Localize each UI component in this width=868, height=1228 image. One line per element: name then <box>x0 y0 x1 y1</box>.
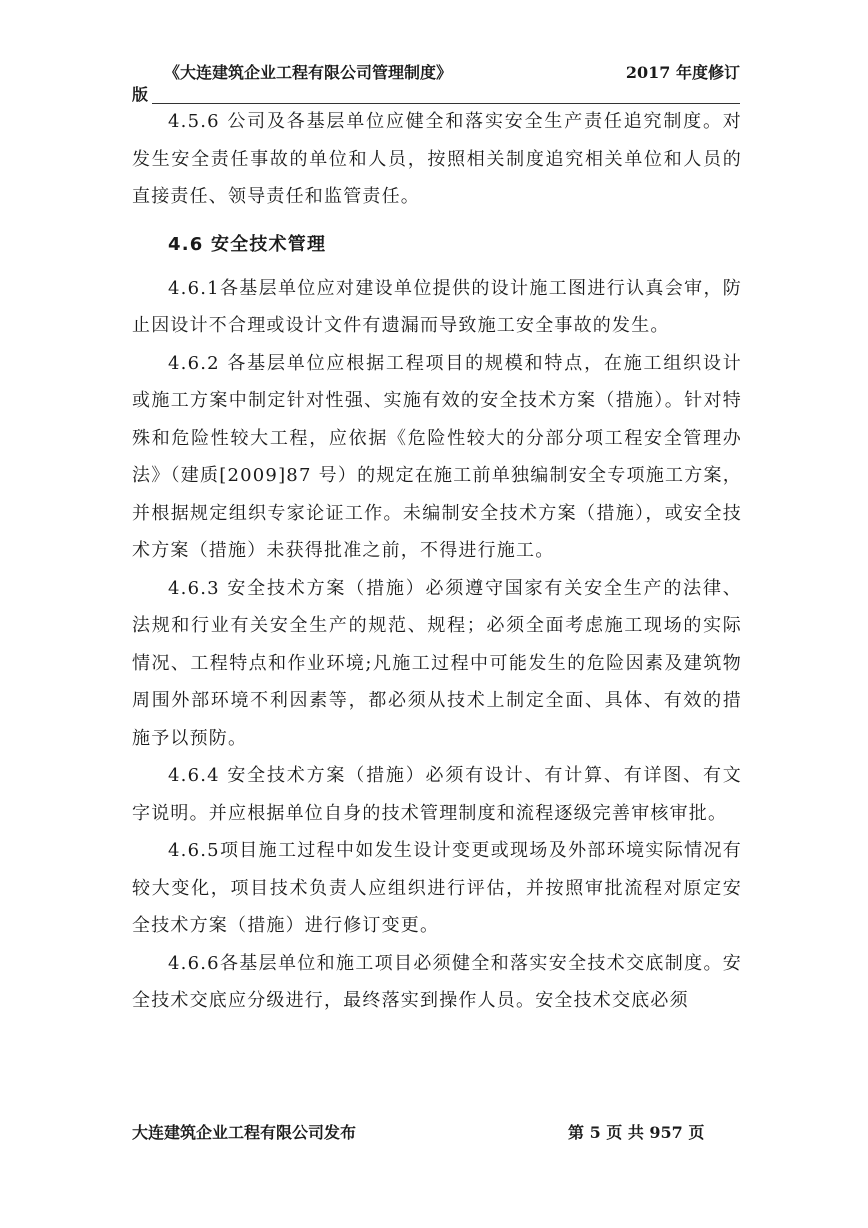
footer-publisher: 大连建筑企业工程有限公司发布 <box>132 1123 357 1142</box>
header-title: 《大连建筑企业工程有限公司管理制度》 <box>164 63 453 82</box>
paragraph-4-6-5: 4.6.5项目施工过程中如发生设计变更或现场及外部环境实际情况有较大变化，项目技术负责人应组织进行评估，并按照审批流程对原定安全技术方案（措施）进行修订变更。 <box>132 840 742 936</box>
paragraph-4-6-3: 4.6.3 安全技术方案（措施）必须遵守国家有关安全生产的法律、法规和行业有关安全生产的规范、规程；必须全面考虑施工现场的实际情况、工程特点和作业环境;凡施工过程中可能发生的危险因素及建筑物周围外部环境不利因素等，都必须从技术上制定全面、具体、有效的措施予以预防。 <box>132 577 742 749</box>
paragraph-4-5-6: 4.5.6 公司及各基层单位应健全和落实安全生产责任追究制度。对发生安全责任事故的单位和人员，按照相关制度追究相关单位和人员的直接责任、领导责任和监管责任。 <box>132 111 742 207</box>
header-version-wrap: 版 <box>132 85 149 104</box>
header-version: 2017 年度修订 <box>625 63 740 82</box>
document-body <box>132 103 742 1020</box>
paragraph-4-6-2: 4.6.2 各基层单位应根据工程项目的规模和特点，在施工组织设计或施工方案中制定针对性强、实施有效的安全技术方案（措施）。针对特殊和危险性较大工程，应依据《危险性较大的分部分项工程安全管理办法》（建质[2009]87 号）的规定在施工前单独编制安全专项施工方案，并根据规定组织专家论证工作。未编制安全技术方案（措施），或安全技术方案（措施）未获得批准之前，不得进行施工。 <box>132 352 742 561</box>
section-heading-4-6: 4.6 安全技术管理 <box>168 233 327 255</box>
paragraph-4-6-4: 4.6.4 安全技术方案（措施）必须有设计、有计算、有详图、有文字说明。并应根据单位自身的技术管理制度和流程逐级完善审核审批。 <box>132 765 742 824</box>
paragraph-4-6-6: 4.6.6各基层单位和施工项目必须健全和落实安全技术交底制度。安全技术交底应分级进行，最终落实到操作人员。安全技术交底必须 <box>132 952 742 1011</box>
footer-page-number: 第 5 页 共 957 页 <box>568 1123 705 1142</box>
paragraph-4-6-1: 4.6.1各基层单位应对建设单位提供的设计施工图进行认真会审，防止因设计不合理或设计文件有遗漏而导致施工安全事故的发生。 <box>132 277 742 336</box>
